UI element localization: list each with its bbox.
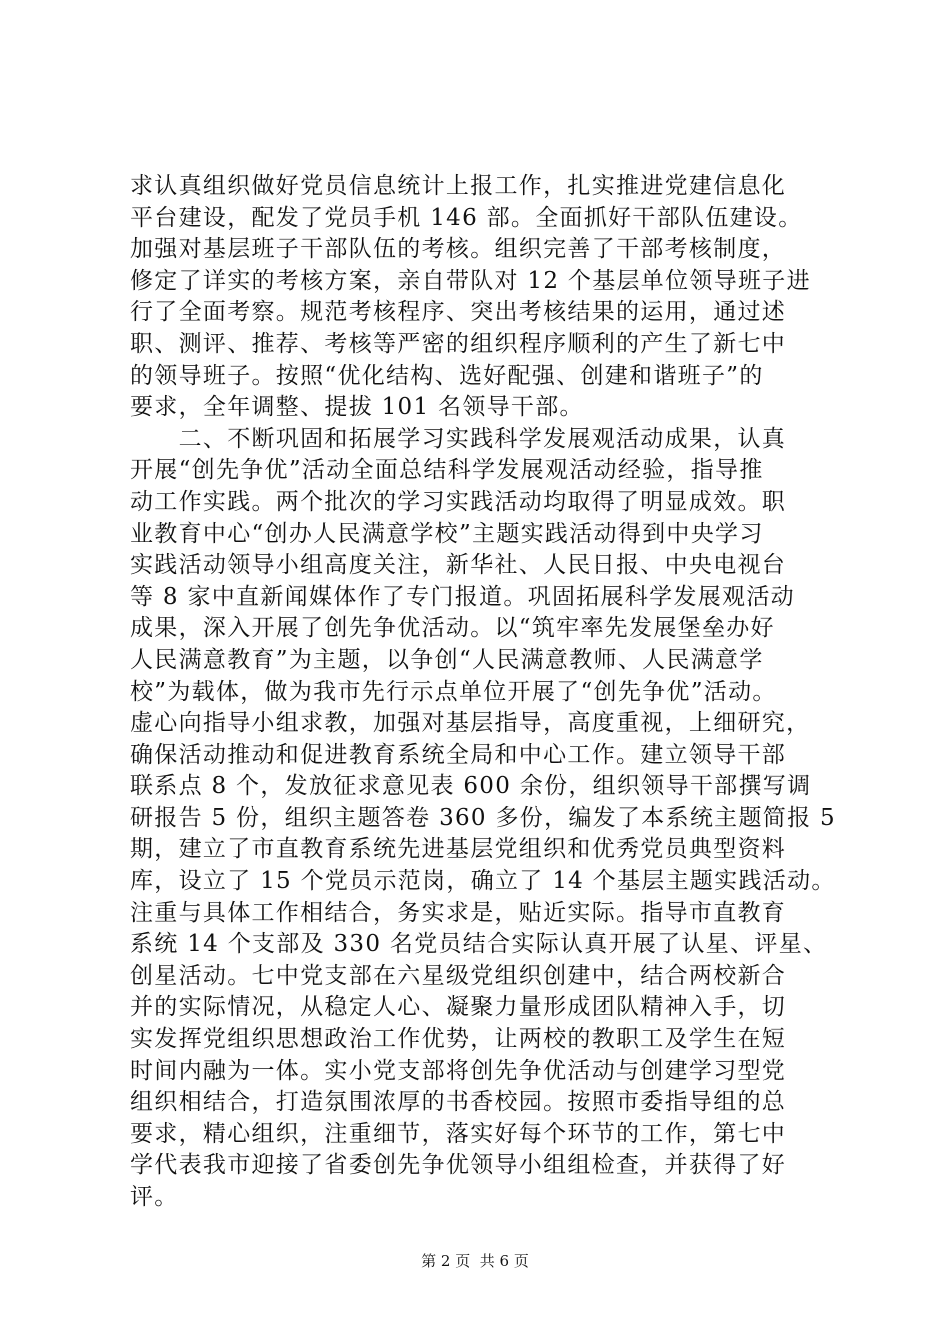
text-line: 实发挥党组织思想政治工作优势，让两校的教职工及学生在短	[130, 1026, 787, 1053]
text-line: 开展“创先争优”活动全面总结科学发展观活动经验，指导推	[130, 457, 764, 484]
text-line: 要求，精心组织，注重细节，落实好每个环节的工作，第七中	[130, 1120, 787, 1147]
text-line: 时间内融为一体。实小党支部将创先争优活动与创建学习型党	[130, 1057, 787, 1084]
text-line: 修定了详实的考核方案，亲自带队对 12 个基层单位领导班子进	[130, 267, 811, 294]
text-line: 加强对基层班子干部队伍的考核。组织完善了干部考核制度，	[130, 236, 787, 263]
text-line: 确保活动推动和促进教育系统全局和中心工作。建立领导干部	[130, 741, 787, 768]
text-line: 求认真组织做好党员信息统计上报工作，扎实推进党建信息化	[130, 173, 787, 199]
text-line: 评。	[130, 1184, 179, 1210]
text-line: 人民满意教育”为主题，以争创“人民满意教师、人民满意学	[130, 646, 764, 673]
page-number-footer: 第 2 页 共 6 页	[421, 1252, 529, 1270]
text-line: 二、不断巩固和拓展学习实践科学发展观活动成果，认真	[130, 425, 787, 452]
text-line: 组织相结合，打造氛围浓厚的书香校园。按照市委指导组的总	[130, 1089, 787, 1116]
text-line: 的领导班子。按照“优化结构、选好配强、创建和谐班子”的	[130, 362, 764, 389]
text-line: 学代表我市迎接了省委创先争优领导小组组检查，并获得了好	[130, 1152, 787, 1179]
text-line: 实践活动领导小组高度关注，新华社、人民日报、中央电视台	[130, 552, 787, 579]
text-line: 等 8 家中直新闻媒体作了专门报道。巩固拓展科学发展观活动	[130, 583, 795, 610]
text-line: 并的实际情况，从稳定人心、凝聚力量形成团队精神入手，切	[130, 994, 787, 1021]
text-line: 平台建设，配发了党员手机 146 部。全面抓好干部队伍建设。	[130, 204, 803, 231]
text-line: 库，设立了 15 个党员示范岗，确立了 14 个基层主题实践活动。	[130, 868, 836, 895]
text-line: 期，建立了市直教育系统先进基层党组织和优秀党员典型资料	[130, 836, 787, 863]
text-line: 动工作实践。两个批次的学习实践活动均取得了明显成效。职	[130, 488, 787, 515]
text-line: 研报告 5 份，组织主题答卷 360 多份，编发了本系统主题简报 5	[130, 804, 836, 831]
text-line: 注重与具体工作相结合，务实求是，贴近实际。指导市直教育	[130, 899, 787, 926]
text-line: 成果，深入开展了创先争优活动。以“筑牢率先发展堡垒办好	[130, 615, 775, 642]
text-line: 系统 14 个支部及 330 名党员结合实际认真开展了认星、评星、	[130, 931, 828, 958]
text-line: 要求，全年调整、提拔 101 名领导干部。	[130, 394, 584, 421]
text-line: 联系点 8 个，发放征求意见表 600 余份，组织领导干部撰写调	[130, 773, 812, 800]
text-line: 创星活动。七中党支部在六星级党组织创建中，结合两校新合	[130, 962, 787, 989]
body-text	[130, 171, 850, 1214]
text-line: 虚心向指导小组求教，加强对基层指导，高度重视，上细研究，	[130, 710, 811, 737]
text-line: 职、测评、推荐、考核等严密的组织程序顺利的产生了新七中	[130, 330, 787, 357]
text-line: 校”为载体，做为我市先行示点单位开展了“创先争优”活动。	[130, 678, 777, 705]
text-line: 行了全面考察。规范考核程序、突出考核结果的运用，通过述	[130, 299, 787, 326]
text-line: 业教育中心“创办人民满意学校”主题实践活动得到中央学习	[130, 520, 764, 547]
